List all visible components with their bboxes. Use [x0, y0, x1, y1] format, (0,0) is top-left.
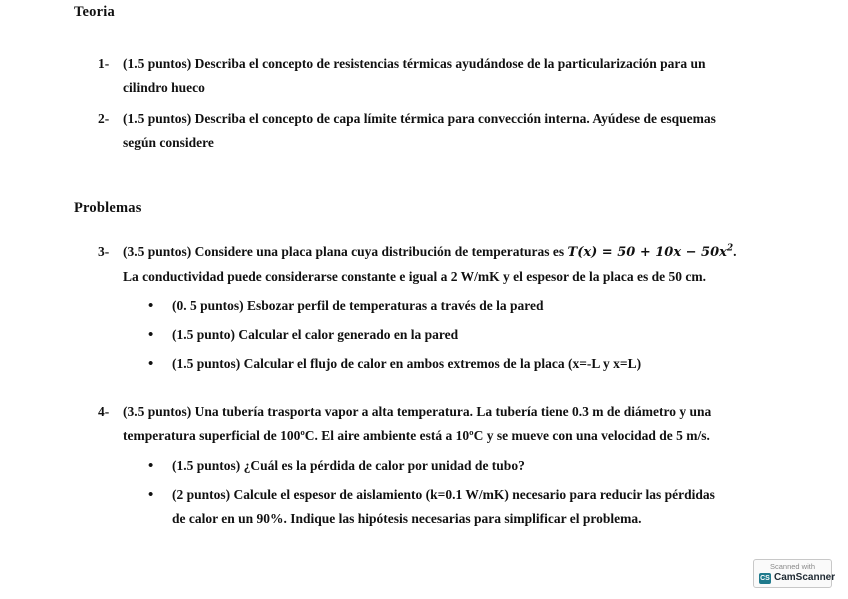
question-number: 4-	[98, 404, 110, 419]
question-text: (3.5 puntos) Una tubería trasporta vapor a alta temperatura. La tubería tiene 0.3 m de diámetro y una	[123, 404, 712, 419]
question-text: La conductividad puede considerarse constante e igual a 2 W/mK y el espesor de la placa es de 50 cm.	[123, 269, 706, 284]
section-title-teoria: Teoria	[74, 4, 115, 20]
list-item: • (0. 5 puntos) Esbozar perfil de temperaturas a través de la pared	[148, 294, 768, 318]
question-text: cilindro hueco	[123, 80, 205, 95]
question-text: según considere	[123, 135, 214, 150]
question-text: (1.5 puntos) Describa el concepto de capa límite térmica para convección interna. Ayúdese de esquemas	[123, 111, 716, 126]
question-3-subitems	[148, 294, 768, 376]
question-text: (1.5 puntos) Describa el concepto de resistencias térmicas ayudándose de la particularización para un	[123, 56, 706, 71]
camscanner-logo-icon: CS	[760, 575, 770, 582]
question-4-subitems	[148, 454, 768, 531]
question-number: 3-	[98, 244, 110, 259]
list-item: • (1.5 punto) Calcular el calor generado en la pared	[148, 323, 768, 347]
question-2	[98, 107, 758, 155]
list-item: • (1.5 puntos) ¿Cuál es la pérdida de calor por unidad de tubo?	[148, 454, 768, 478]
camscanner-watermark	[753, 559, 836, 588]
question-1	[98, 52, 758, 100]
question-number: 1-	[98, 56, 110, 71]
watermark-brand: CamScanner	[774, 572, 836, 583]
question-number: 2-	[98, 111, 110, 126]
temperature-formula: $T(x) = 50 + 10x - 50x^2$	[567, 243, 734, 260]
question-text: (3.5 puntos) Considere una placa plana cuya distribución de temperaturas es $T(x) = 50 + 10x - 50x^2$.	[123, 243, 737, 260]
question-text: temperatura superficial de 100ºC. El aire ambiente está a 10ºC y se mueve con una velocidad de 5 m/s.	[123, 428, 710, 443]
list-item: • (2 puntos) Calcule el espesor de aislamiento (k=0.1 W/mK) necesario para reducir las pérdidas de calor en un 90%. Indique las hipótesis necesarias para simplificar el problema.	[148, 483, 768, 531]
section-title-problemas: Problemas	[74, 200, 142, 216]
question-3	[98, 240, 758, 289]
list-item: • (1.5 puntos) Calcular el flujo de calor en ambos extremos de la placa (x=-L y x=L)	[148, 352, 768, 376]
question-4	[98, 400, 758, 448]
watermark-caption: Scanned with	[769, 562, 816, 571]
